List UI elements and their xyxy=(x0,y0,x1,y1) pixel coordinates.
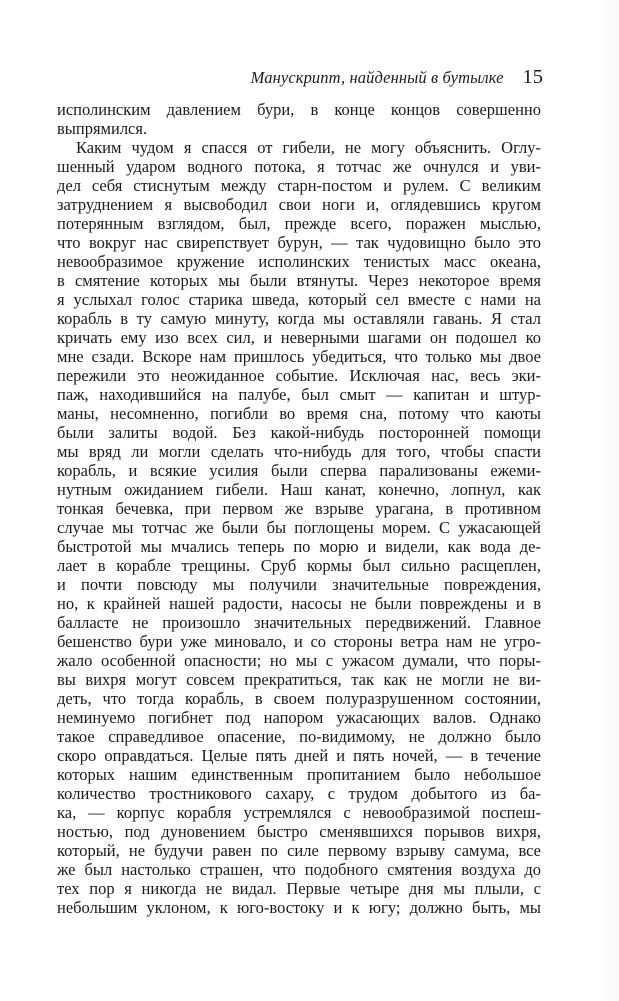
text-line: в смятение которых мы были втянуты. Через некоторое время xyxy=(57,271,541,290)
text-line: невообразимое кружение исполинских тенистых масс океана, xyxy=(57,252,541,271)
text-line: вы вихря могут совсем прекратиться, так как не могли не ви- xyxy=(57,670,541,689)
text-line: паж, находившийся на палубе, был смыт — капитан и штур- xyxy=(57,385,541,404)
text-line: исполинским давлением бури, в конце концов совершенно xyxy=(57,100,541,119)
text-line: случае мы тотчас же были бы поглощены морем. С ужасающей xyxy=(57,518,541,537)
text-line: тонкая бечевка, при первом же взрыве урагана, в противном xyxy=(57,499,541,518)
running-title: Манускрипт, найденный в бутылке xyxy=(250,68,504,87)
text-line: ностью, под дуновением быстро сменявшихся порывов вихря, xyxy=(57,822,541,841)
text-line: потерянным взглядом, был, прежде всего, поражен мыслью, xyxy=(57,214,541,233)
text-line: корабль, и всякие усилия были сперва парализованы ежеми- xyxy=(57,461,541,480)
text-line: балласте не произошло значительных передвижений. Главное xyxy=(57,613,541,632)
page-header xyxy=(57,66,543,89)
text-line: корабль в ту самую минуту, когда мы оставляли гавань. Я стал xyxy=(57,309,541,328)
text-line: лает в корабле трещины. Сруб кормы был сильно расщеплен, xyxy=(57,556,541,575)
page-number: 15 xyxy=(522,66,543,88)
text-line: пережили это неожиданное событие. Исключая нас, весь эки- xyxy=(57,366,541,385)
text-line: но, к крайней нашей радости, насосы не были повреждены и в xyxy=(57,594,541,613)
text-line: скоро оправдаться. Целые пять дней и пять ночей, — в течение xyxy=(57,746,541,765)
text-line: были залиты водой. Без какой-нибудь посторонней помощи xyxy=(57,423,541,442)
text-line: шенный ударом водного потока, я тотчас же очнулся и уви- xyxy=(57,157,541,176)
text-line: тех пор я никогда не видал. Первые четыре дня мы плыли, с xyxy=(57,879,541,898)
text-line: и почти повсюду мы получили значительные повреждения, xyxy=(57,575,541,594)
text-line: жало особенной опасности; но мы с ужасом думали, что поры- xyxy=(57,651,541,670)
text-line: затруднением я высвободил свои ноги и, оглядевшись кругом xyxy=(57,195,541,214)
text-line: Каким чудом я спасся от гибели, не могу объяснить. Оглу- xyxy=(76,138,541,157)
text-line: что вокруг нас свирепствует бурун, — так чудовищно было это xyxy=(57,233,541,252)
text-line: быстротой мы мчались теперь по морю и видели, как вода де- xyxy=(57,537,541,556)
text-block xyxy=(57,100,541,917)
text-line: небольшим уклоном, к юго-востоку и к югу; должно быть, мы xyxy=(57,898,541,917)
text-line: я услыхал голос старика шведа, который сел вместе с нами на xyxy=(57,290,541,309)
text-line: неминуемо погибнет под напором ужасающих валов. Однако xyxy=(57,708,541,727)
text-line: маны, несомненно, погибли во время сна, потому что каюты xyxy=(57,404,541,423)
text-line: выпрямился. xyxy=(57,119,148,138)
text-line: которых нашим единственным пропитанием было небольшое xyxy=(57,765,541,784)
text-line: такое справедливое опасение, по-видимому, не должно было xyxy=(57,727,541,746)
text-line: который, не будучи равен по силе первому взрыву самума, все xyxy=(57,841,541,860)
text-line: мы вряд ли могли сделать что-нибудь для того, чтобы спасти xyxy=(57,442,541,461)
text-line: кричать ему изо всех сил, и неверными шагами он подошел ко xyxy=(57,328,541,347)
text-line: деть, что тогда корабль, в своем полуразрушенном состоянии, xyxy=(57,689,541,708)
text-line: же был настолько страшен, что подобного смятения воздуха до xyxy=(57,860,541,879)
text-line: количество тростникового сахару, с трудом добытого из ба- xyxy=(57,784,541,803)
text-line: мне сзади. Вскоре нам пришлось убедиться, что только мы двое xyxy=(57,347,541,366)
text-line: нутным ожиданием гибели. Наш канат, конечно, лопнул, как xyxy=(57,480,541,499)
text-line: дел себя стиснутым между старн-постом и рулем. С великим xyxy=(57,176,541,195)
text-line: ка, — корпус корабля устремлялся с невообразимой поспеш- xyxy=(57,803,541,822)
text-line: бешенство бури уже миновало, и со стороны ветра нам не угро- xyxy=(57,632,541,651)
